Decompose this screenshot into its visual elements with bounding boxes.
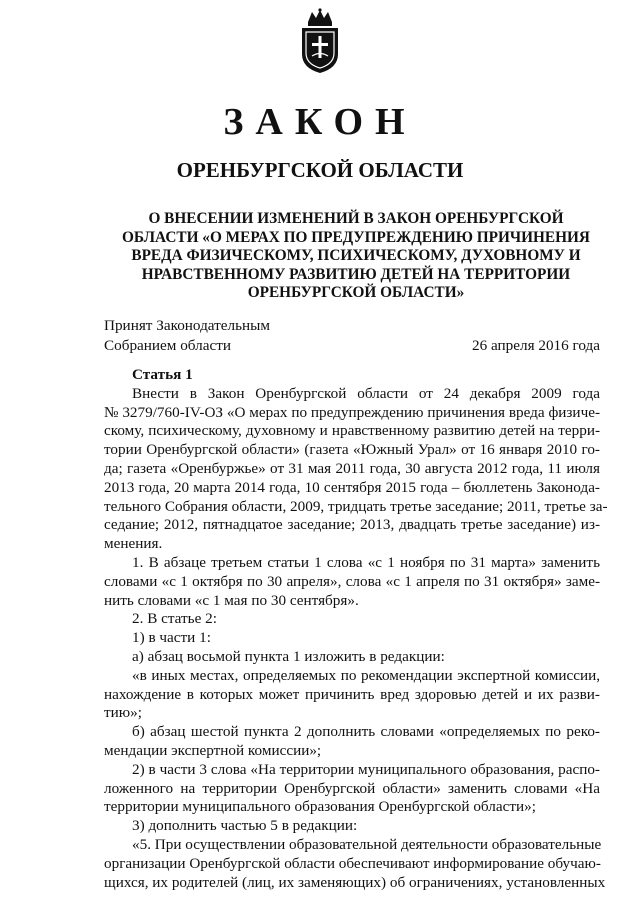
article-text-line: 2) в части 3 слова «На территории муниципального образования, распо- xyxy=(132,760,600,778)
article-text-line: а) абзац восьмой пункта 1 изложить в редакции: xyxy=(132,647,445,665)
article-text-line: территории муниципального образования Оренбургской области»; xyxy=(104,798,536,816)
article-text-line: скому, психическому, духовному и нравственному развитию детей на терри- xyxy=(104,422,600,440)
article-text-line: 3) дополнить частью 5 в редакции: xyxy=(132,817,358,835)
article-text-line: нахождение в которых может причинить вред здоровью детей и их разви- xyxy=(104,685,600,703)
article-1 xyxy=(104,366,608,892)
document-title: ЗАКОН xyxy=(223,101,417,143)
article-text-line: да; газета «Оренбуржье» от 31 мая 2011 года, 30 августа 2012 года, 11 июля xyxy=(104,459,600,477)
article-text-line: тории Оренбургской области» (газета «Южный Урал» от 16 января 2010 го- xyxy=(104,441,600,459)
law-name xyxy=(112,210,600,303)
law-name-line: ОРЕНБУРГСКОЙ ОБЛАСТИ» xyxy=(247,284,465,301)
article-text-line: 1) в части 1: xyxy=(132,629,211,647)
article-text-line: «в иных местах, определяемых по рекомендации экспертной комиссии, xyxy=(132,666,600,684)
article-heading: Статья 1 xyxy=(132,366,193,383)
article-text-line: щихся, их родителей (лиц, их заменяющих) об ограничениях, установленных xyxy=(104,873,606,891)
article-text-line: 2013 года, 20 марта 2014 года, 10 сентября 2015 года – бюллетень Законода- xyxy=(104,478,600,496)
article-text-line: тию»; xyxy=(104,704,142,722)
article-text-line: мендации экспертной комиссии»; xyxy=(104,741,322,759)
article-text-line: Внести в Закон Оренбургской области от 24 декабря 2009 года xyxy=(132,384,600,402)
article-text-line: тельного Собрания области, 2009, тридцать третье заседание; 2011, третье за- xyxy=(104,497,608,515)
article-text xyxy=(104,384,608,893)
article-text-line: словами «с 1 октября по 30 апреля», слова «с 1 апреля по 31 октября» заме- xyxy=(104,572,600,590)
law-name-line: НРАВСТВЕННОМУ РАЗВИТИЮ ДЕТЕЙ НА ТЕРРИТОРИИ xyxy=(141,265,571,283)
article-text-line: менения. xyxy=(104,535,163,553)
article-text-line: седание; 2012, пятнадцатое заседание; 2013, двадцать третье заседание) из- xyxy=(104,516,600,534)
article-text-line: 1. В абзаце третьем статьи 1 слова «с 1 ноября по 31 марта» заменить xyxy=(132,553,600,571)
adoption-line: Принят Законодательным xyxy=(104,317,270,334)
orenburg-coat-of-arms-icon xyxy=(298,8,342,74)
adoption-line: Собранием области xyxy=(104,337,231,354)
article-text-line: «5. При осуществлении образовательной деятельности образовательные xyxy=(132,835,602,853)
law-name-line: О ВНЕСЕНИИ ИЗМЕНЕНИЙ В ЗАКОН ОРЕНБУРГСКОЙ xyxy=(148,210,564,227)
article-text-line: ложенного на территории Оренбургской области» заменить словами «На xyxy=(104,779,600,797)
law-name-line: ОБЛАСТИ «О МЕРАХ ПО ПРЕДУПРЕЖДЕНИЮ ПРИЧИНЕНИЯ xyxy=(122,228,590,246)
document-subtitle: ОРЕНБУРГСКОЙ ОБЛАСТИ xyxy=(176,158,464,182)
adoption-block xyxy=(104,316,270,356)
article-text-line: 2. В статье 2: xyxy=(132,610,217,628)
article-text-line: б) абзац шестой пункта 2 дополнить словами «определяемых по реко- xyxy=(132,723,600,741)
article-text-line: организации Оренбургской области обеспечивают информирование обучаю- xyxy=(104,854,601,872)
law-name-line: ВРЕДА ФИЗИЧЕСКОМУ, ПСИХИЧЕСКОМУ, ДУХОВНОМУ И xyxy=(131,247,581,264)
article-text-line: нить словами «с 1 мая по 30 сентября». xyxy=(104,591,359,609)
adoption-date: 26 апреля 2016 года xyxy=(472,337,600,354)
article-text-line: № 3279/760-IV-ОЗ «О мерах по предупреждению причинения вреда физиче- xyxy=(104,403,600,421)
